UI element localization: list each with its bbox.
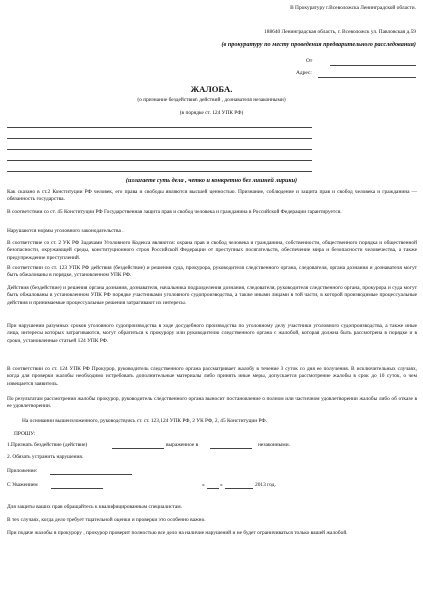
action-field-line — [112, 448, 164, 449]
paragraph-8: В соответствии со ст. 124 УПК РФ Прокурор, руководитель следственного органа рассматривает жалобу в течение 3 суток со дня ее получения. В исключительных случаях, когда для проверки жалобы необходимо истребовать дополнительные материалы либо принять иные меры, допускается рассмотрение жалобы в срок до 10 суток, о чем извещается заявитель. — [7, 366, 417, 387]
blank-line — [7, 138, 312, 139]
document-title: ЖАЛОБА. — [190, 84, 233, 94]
recipient-address: 188640 Ленинградская область, г. Всеволожск ул. Павловская д.59 — [264, 29, 416, 35]
paragraph-2: В соответствии со ст. 45 Конституции РФ Государственная защита прав и свобод человека и гражданина в Российской Федерации гарантируется. — [7, 209, 342, 215]
regards-label: С Уважением — [7, 482, 38, 488]
footer-line-1: Для защиты ваших прав обращайтесь к квалифицированным специалистам. — [7, 504, 182, 510]
expressed-field-line — [210, 448, 252, 449]
date-close-quote: » — [220, 482, 223, 488]
document-subtitle: (о признание бездействия\ действий , дознавателя незаконными) — [137, 97, 286, 103]
footer-line-2: В тех случаях, когда дело требует тщательной оценки и проверки это особенно важно. — [7, 517, 206, 523]
from-field-line — [330, 65, 416, 66]
request-heading: ПРОШУ: — [14, 431, 36, 437]
recipient-line: В Прокуратуру г.Всеволожска Ленинградской области. — [290, 5, 416, 11]
day-field-line — [207, 488, 219, 489]
paragraph-5: В соответствии со ст. 123 УПК РФ действия (бездействие) и решения суда, прокурора, руководителя следственного органа, следователя, органа дознания и дознавателя могут быть обжалованы в порядке, установленном УПК РФ. — [7, 265, 417, 279]
address-field-line — [318, 77, 416, 78]
blank-line — [7, 171, 312, 172]
month-field-line — [225, 488, 253, 489]
recipient-note: (в прокуратуру по месту проведения предварительного расследования) — [221, 41, 416, 48]
paragraph-1: Как сказано в ст.2 Конституции РФ человек, его права и свободы являются высшей ценностью. Признание, соблюдение и защита прав и свобод человека и гражданина — обязанность государства. — [7, 189, 417, 203]
paragraph-7: При нарушении разумных сроков уголовного судопроизводства в ходе досудебного производства по уголовному делу участники уголовного судопроизводства, а также иные лица, интересы которых затрагиваются, могут обратиться к прокурору или руководителю следственного органа с жалобой, которая должна быть рассмотрена в порядке и в сроки, установленные статьей 124 УПК РФ. — [7, 323, 417, 344]
footer-line-3: При подаче жалобы в прокурору , прокурор проверит полностью все дело на наличие нарушений и не будет ограничиваться только вашей жалобой. — [7, 530, 348, 536]
attachment-field-line — [50, 474, 132, 475]
instruction-note: (излагаете суть дела , четко и конкретно без лишней лирики) — [125, 177, 298, 184]
request-item-2: 2. Обязать устранить нарушения. — [7, 454, 84, 460]
document-order: (в порядке ст. 124 УПК РФ) — [179, 110, 244, 116]
date-open-quote: « — [202, 482, 205, 488]
paragraph-9: По результатам рассмотрения жалобы прокурор, руководитель следственного органа выносит постановление о полном или частичном удовлетворении жалобы либо об отказе в ее удовлетворении. — [7, 396, 417, 410]
signature-field-line — [51, 488, 103, 489]
attachment-label: Приложение: — [7, 468, 38, 474]
request-item-1-start: 1.Признать бездействие (действие) — [7, 442, 88, 448]
date-year: 2013 год. — [255, 482, 276, 488]
blank-line — [7, 160, 312, 161]
blank-line — [7, 149, 312, 150]
paragraph-6: Действия (бездействие) и решения органа дознания, дознавателя, начальника подразделения дознания, следователя, руководителя следственного органа, прокурора и суда могут быть обжалованы в установленном УПК РФ порядке участниками уголовного судопроизводства, а также иными лицами в той части, в которой производимые процессуальные действия и принимаемые процессуальные решения затрагивают их интересы. — [7, 285, 417, 306]
request-item-1-mid: выраженное в — [166, 442, 199, 448]
address-label: Адрес: — [296, 70, 312, 76]
blank-line — [7, 127, 312, 128]
paragraph-10: На основании вышеизложенного, руководствуясь ст. ст. 123,124 УПК РФ, 2 УК РФ, 2, 45 Конституции РФ. — [22, 418, 268, 424]
paragraph-3: Нарушаются нормы уголовного законодательства . — [7, 228, 124, 234]
from-label: От — [306, 58, 313, 64]
paragraph-4: В соответствие со ст. 2 УК РФ Задачами Уголовного Кодекса являются: охрана прав и свобод человека и гражданина, собственности, общественного порядка и общественной безопасности, окружающей среды, конституционного строя Российской Федерации от преступных посягательств, обеспечение мира и безопасности человечества, а также предупреждение преступлений. — [7, 240, 417, 261]
request-item-1-end: незаконными. — [258, 442, 290, 448]
